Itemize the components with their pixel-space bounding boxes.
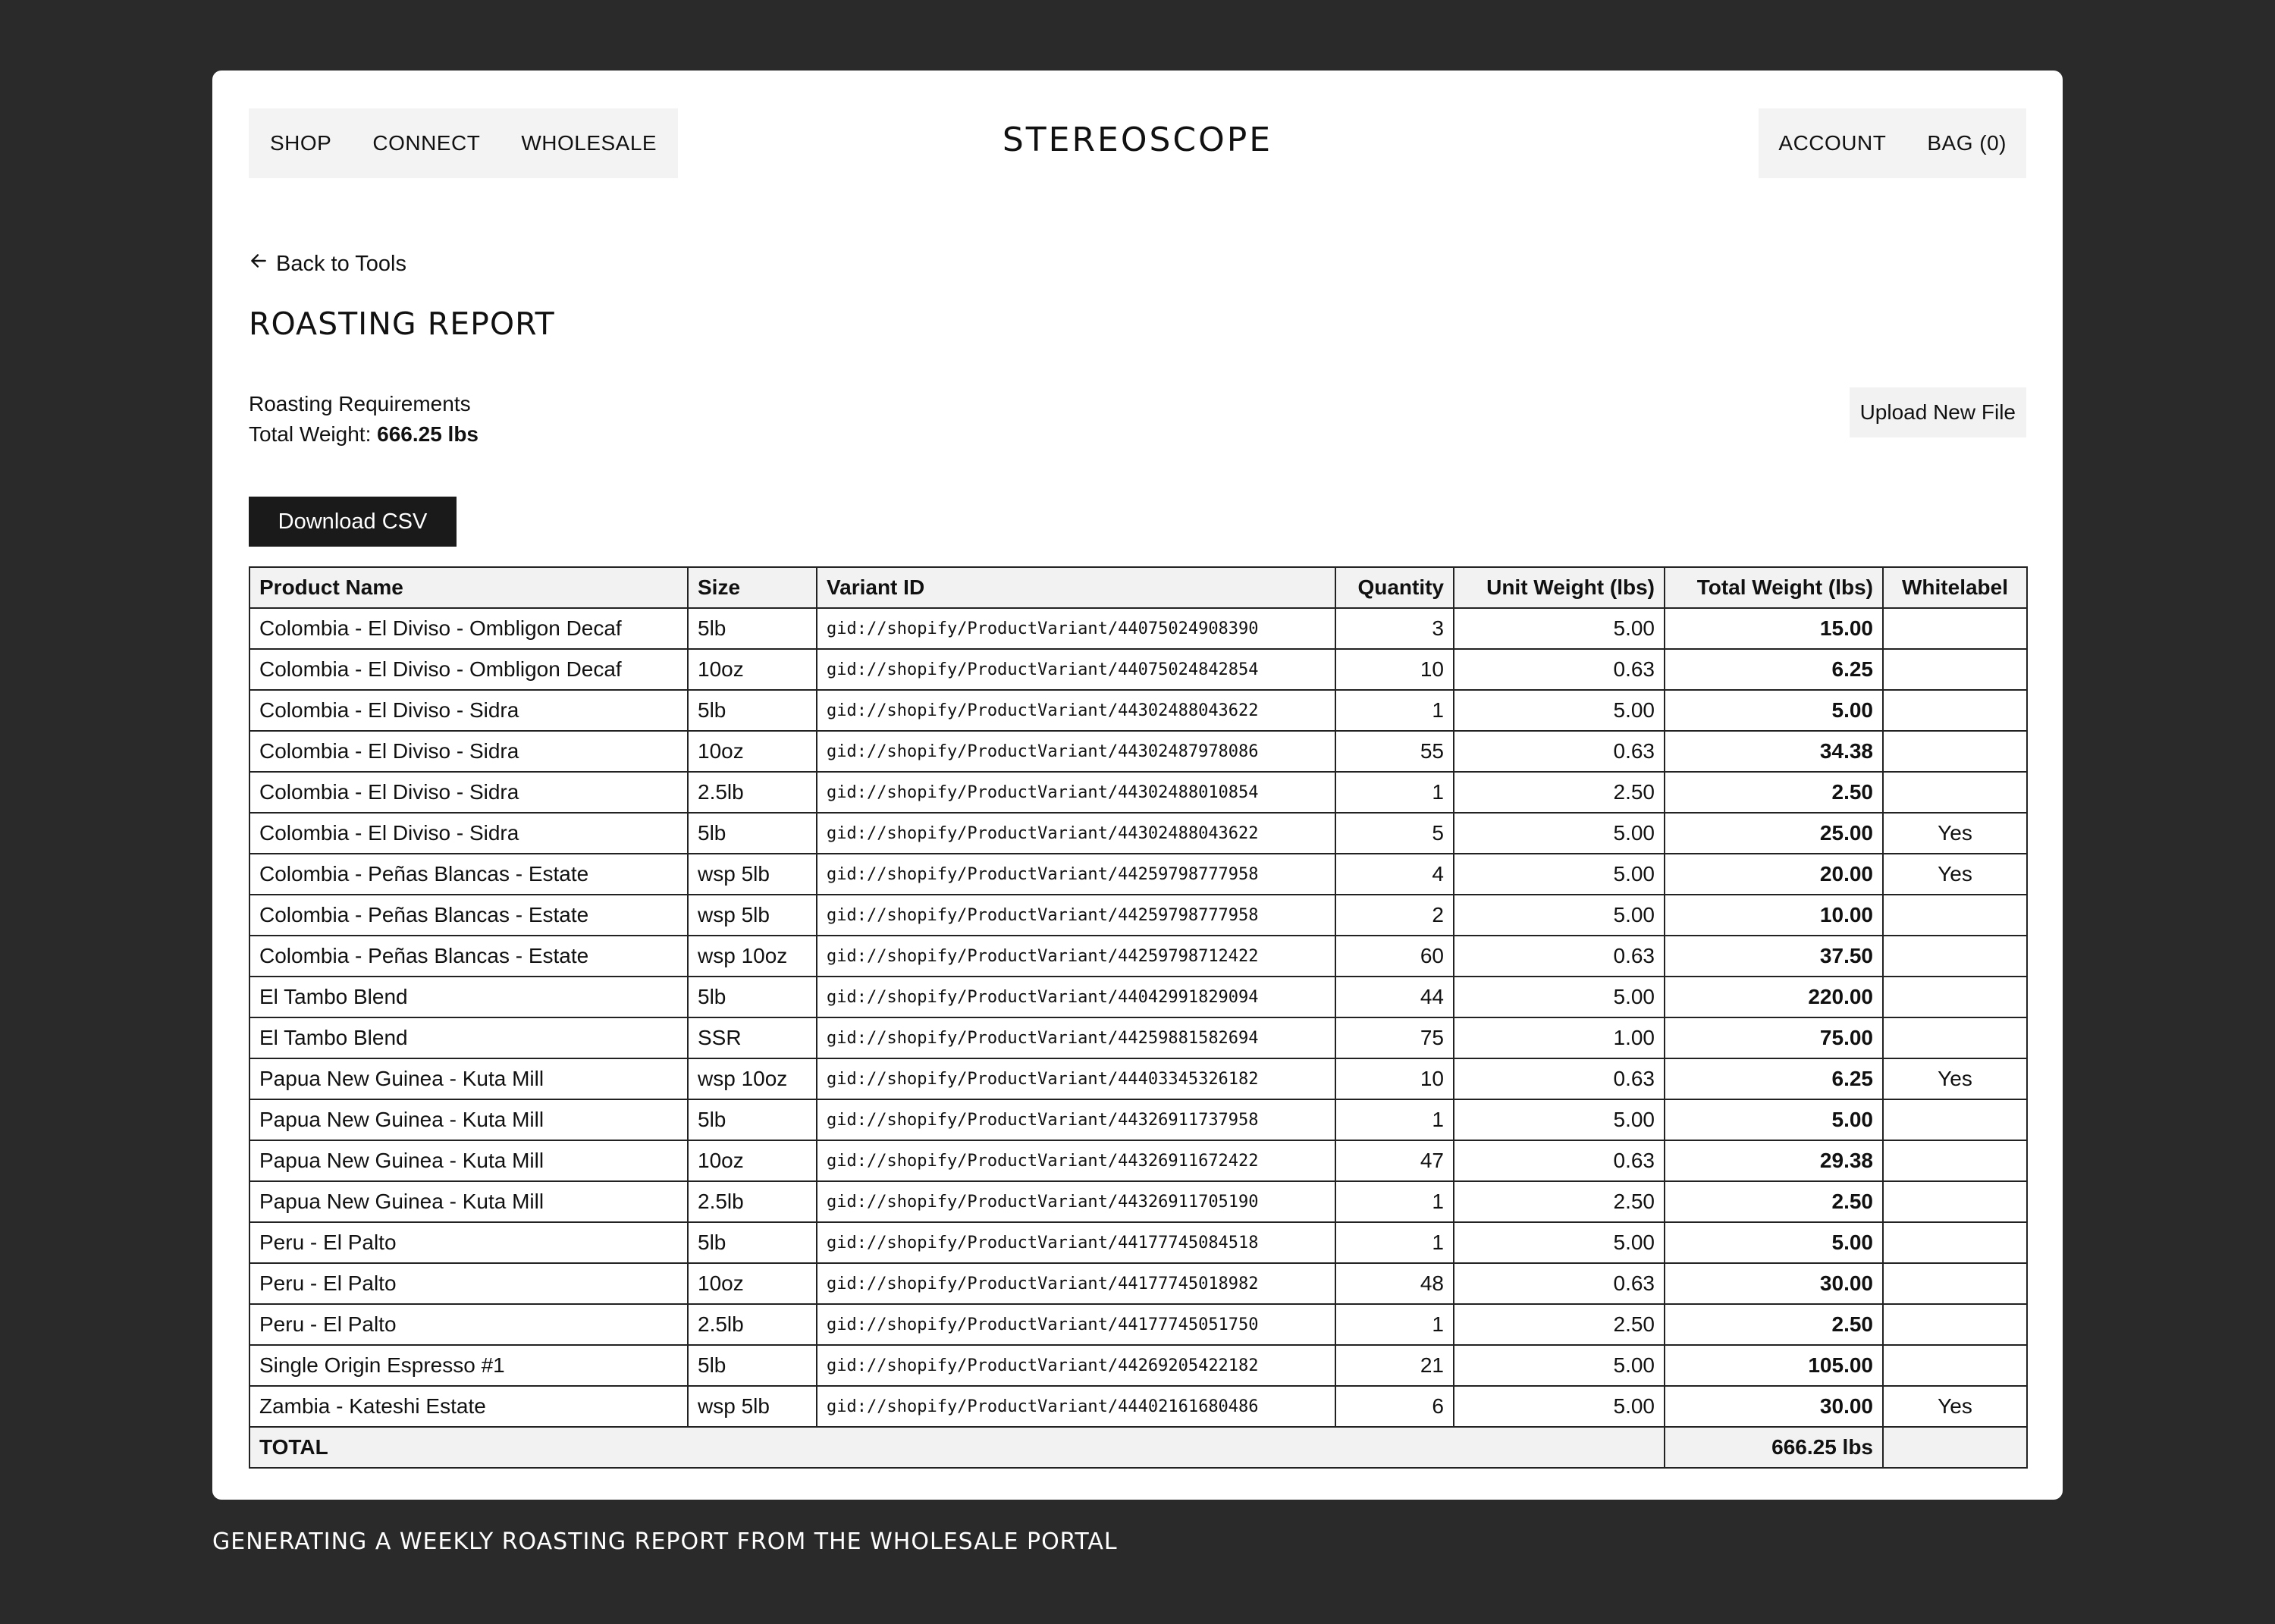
cell-quantity: 4 (1335, 854, 1454, 895)
cell-whitelabel (1883, 895, 2027, 936)
table-row (249, 1017, 2027, 1058)
cell-quantity: 1 (1335, 772, 1454, 813)
cell-variant-id: gid://shopify/ProductVariant/44326911705190 (817, 1181, 1335, 1222)
cell-total-weight: 6.25 (1665, 1058, 1883, 1099)
cell-unit-weight: 5.00 (1454, 1345, 1665, 1386)
cell-unit-weight: 2.50 (1454, 1304, 1665, 1345)
table-row (249, 813, 2027, 854)
cell-product-name: Colombia - El Diviso - Sidra (249, 813, 688, 854)
cell-product-name: Peru - El Palto (249, 1304, 688, 1345)
account-nav (1759, 108, 2026, 178)
cell-whitelabel (1883, 1099, 2027, 1140)
cell-variant-id: gid://shopify/ProductVariant/44326911737958 (817, 1099, 1335, 1140)
cell-quantity: 6 (1335, 1386, 1454, 1427)
col-product-name: Product Name (249, 567, 688, 608)
cell-total-weight: 30.00 (1665, 1263, 1883, 1304)
cell-variant-id: gid://shopify/ProductVariant/44302488043622 (817, 813, 1335, 854)
cell-total-weight: 105.00 (1665, 1345, 1883, 1386)
back-link-label: Back to Tools (276, 251, 406, 276)
cell-total-weight: 29.38 (1665, 1140, 1883, 1181)
cell-size: 10oz (688, 731, 817, 772)
table-header-row (249, 567, 2027, 608)
cell-total-weight: 6.25 (1665, 649, 1883, 690)
col-quantity: Quantity (1335, 567, 1454, 608)
cell-size: 5lb (688, 1222, 817, 1263)
cell-variant-id: gid://shopify/ProductVariant/44259798712422 (817, 936, 1335, 977)
cell-variant-id: gid://shopify/ProductVariant/44326911672422 (817, 1140, 1335, 1181)
table-row (249, 1263, 2027, 1304)
cell-product-name: Colombia - El Diviso - Sidra (249, 731, 688, 772)
cell-total-weight: 5.00 (1665, 1099, 1883, 1140)
cell-unit-weight: 0.63 (1454, 649, 1665, 690)
cell-total-weight: 30.00 (1665, 1386, 1883, 1427)
table-row (249, 1181, 2027, 1222)
cell-whitelabel (1883, 772, 2027, 813)
cell-total-weight: 34.38 (1665, 731, 1883, 772)
cell-whitelabel (1883, 690, 2027, 731)
cell-quantity: 44 (1335, 977, 1454, 1017)
cell-quantity: 1 (1335, 1304, 1454, 1345)
nav-connect-link[interactable]: CONNECT (372, 131, 481, 155)
total-whitelabel-empty (1883, 1427, 2027, 1468)
table-row (249, 1345, 2027, 1386)
cell-product-name: Papua New Guinea - Kuta Mill (249, 1058, 688, 1099)
table-body (249, 608, 2027, 1427)
cell-whitelabel (1883, 1140, 2027, 1181)
total-value: 666.25 lbs (1665, 1427, 1883, 1468)
page-title: ROASTING REPORT (249, 306, 555, 342)
cell-size: wsp 5lb (688, 895, 817, 936)
cell-size: 10oz (688, 1263, 817, 1304)
cell-whitelabel (1883, 649, 2027, 690)
cell-quantity: 1 (1335, 690, 1454, 731)
nav-bag-link[interactable]: BAG (0) (1927, 131, 2007, 155)
cell-product-name: Colombia - El Diviso - Sidra (249, 772, 688, 813)
cell-unit-weight: 5.00 (1454, 1222, 1665, 1263)
cell-total-weight: 220.00 (1665, 977, 1883, 1017)
cell-total-weight: 37.50 (1665, 936, 1883, 977)
total-weight-value: 666.25 lbs (377, 422, 479, 446)
cell-quantity: 3 (1335, 608, 1454, 649)
cell-quantity: 55 (1335, 731, 1454, 772)
back-to-tools-link[interactable] (249, 251, 406, 277)
cell-size: 5lb (688, 1345, 817, 1386)
cell-variant-id: gid://shopify/ProductVariant/44302488043622 (817, 690, 1335, 731)
cell-size: 2.5lb (688, 1181, 817, 1222)
cell-variant-id: gid://shopify/ProductVariant/44269205422182 (817, 1345, 1335, 1386)
cell-whitelabel (1883, 936, 2027, 977)
cell-variant-id: gid://shopify/ProductVariant/44259798777958 (817, 854, 1335, 895)
cell-unit-weight: 2.50 (1454, 772, 1665, 813)
cell-unit-weight: 0.63 (1454, 1140, 1665, 1181)
cell-quantity: 48 (1335, 1263, 1454, 1304)
cell-product-name: Peru - El Palto (249, 1263, 688, 1304)
col-whitelabel: Whitelabel (1883, 567, 2027, 608)
cell-total-weight: 5.00 (1665, 690, 1883, 731)
cell-quantity: 5 (1335, 813, 1454, 854)
table-row (249, 977, 2027, 1017)
cell-total-weight: 5.00 (1665, 1222, 1883, 1263)
cell-size: 2.5lb (688, 1304, 817, 1345)
cell-total-weight: 2.50 (1665, 1304, 1883, 1345)
table-row (249, 1222, 2027, 1263)
cell-total-weight: 75.00 (1665, 1017, 1883, 1058)
cell-variant-id: gid://shopify/ProductVariant/44177745051750 (817, 1304, 1335, 1345)
table-row (249, 895, 2027, 936)
cell-unit-weight: 5.00 (1454, 977, 1665, 1017)
cell-unit-weight: 0.63 (1454, 731, 1665, 772)
cell-variant-id: gid://shopify/ProductVariant/44042991829094 (817, 977, 1335, 1017)
cell-whitelabel (1883, 731, 2027, 772)
total-weight-label: Total Weight: (249, 422, 372, 446)
cell-unit-weight: 5.00 (1454, 690, 1665, 731)
cell-quantity: 1 (1335, 1222, 1454, 1263)
table-row (249, 772, 2027, 813)
cell-variant-id: gid://shopify/ProductVariant/44177745018982 (817, 1263, 1335, 1304)
table-row (249, 1386, 2027, 1427)
cell-whitelabel (1883, 1222, 2027, 1263)
cell-size: wsp 5lb (688, 854, 817, 895)
table-row (249, 936, 2027, 977)
roasting-report-table (249, 566, 2028, 1469)
requirements-label: Roasting Requirements (249, 392, 471, 415)
cell-quantity: 60 (1335, 936, 1454, 977)
cell-size: 5lb (688, 813, 817, 854)
cell-unit-weight: 0.63 (1454, 936, 1665, 977)
cell-whitelabel (1883, 608, 2027, 649)
cell-quantity: 1 (1335, 1181, 1454, 1222)
cell-size: 5lb (688, 1099, 817, 1140)
cell-size: wsp 5lb (688, 1386, 817, 1427)
roasting-requirements (249, 389, 479, 450)
cell-product-name: Single Origin Espresso #1 (249, 1345, 688, 1386)
cell-variant-id: gid://shopify/ProductVariant/44075024842854 (817, 649, 1335, 690)
cell-size: 5lb (688, 608, 817, 649)
cell-whitelabel: Yes (1883, 854, 2027, 895)
cell-size: 10oz (688, 1140, 817, 1181)
table-row (249, 690, 2027, 731)
cell-size: 2.5lb (688, 772, 817, 813)
cell-whitelabel: Yes (1883, 813, 2027, 854)
cell-product-name: Papua New Guinea - Kuta Mill (249, 1181, 688, 1222)
col-total-weight: Total Weight (lbs) (1665, 567, 1883, 608)
table-row (249, 649, 2027, 690)
table-row (249, 731, 2027, 772)
screenshot-caption: GENERATING A WEEKLY ROASTING REPORT FROM THE WHOLESALE PORTAL (212, 1528, 1118, 1555)
table-row (249, 1058, 2027, 1099)
cell-whitelabel (1883, 1263, 2027, 1304)
cell-unit-weight: 0.63 (1454, 1263, 1665, 1304)
cell-variant-id: gid://shopify/ProductVariant/44403345326182 (817, 1058, 1335, 1099)
cell-quantity: 21 (1335, 1345, 1454, 1386)
cell-size: wsp 10oz (688, 1058, 817, 1099)
cell-size: 10oz (688, 649, 817, 690)
cell-total-weight: 2.50 (1665, 772, 1883, 813)
nav-wholesale-link[interactable]: WHOLESALE (521, 131, 657, 155)
col-unit-weight: Unit Weight (lbs) (1454, 567, 1665, 608)
col-variant-id: Variant ID (817, 567, 1335, 608)
cell-variant-id: gid://shopify/ProductVariant/44402161680486 (817, 1386, 1335, 1427)
table-total-row (249, 1427, 2027, 1468)
nav-shop-link[interactable]: SHOP (270, 131, 332, 155)
cell-total-weight: 2.50 (1665, 1181, 1883, 1222)
cell-total-weight: 15.00 (1665, 608, 1883, 649)
cell-unit-weight: 5.00 (1454, 608, 1665, 649)
table-row (249, 1140, 2027, 1181)
cell-unit-weight: 5.00 (1454, 1386, 1665, 1427)
cell-whitelabel (1883, 1304, 2027, 1345)
cell-unit-weight: 5.00 (1454, 895, 1665, 936)
cell-size: wsp 10oz (688, 936, 817, 977)
cell-variant-id: gid://shopify/ProductVariant/44259881582694 (817, 1017, 1335, 1058)
col-size: Size (688, 567, 817, 608)
upload-new-file-button[interactable]: Upload New File (1850, 387, 2026, 437)
cell-total-weight: 10.00 (1665, 895, 1883, 936)
cell-variant-id: gid://shopify/ProductVariant/44302488010854 (817, 772, 1335, 813)
download-csv-button[interactable]: Download CSV (249, 497, 457, 547)
cell-unit-weight: 0.63 (1454, 1058, 1665, 1099)
cell-unit-weight: 1.00 (1454, 1017, 1665, 1058)
cell-quantity: 10 (1335, 649, 1454, 690)
cell-product-name: Colombia - Peñas Blancas - Estate (249, 854, 688, 895)
table-row (249, 854, 2027, 895)
brand-logo[interactable]: STEREOSCOPE (1002, 121, 1273, 159)
table-row (249, 608, 2027, 649)
cell-whitelabel (1883, 1181, 2027, 1222)
cell-size: 5lb (688, 977, 817, 1017)
cell-total-weight: 25.00 (1665, 813, 1883, 854)
arrow-left-icon (249, 251, 268, 277)
cell-product-name: El Tambo Blend (249, 1017, 688, 1058)
cell-product-name: Papua New Guinea - Kuta Mill (249, 1099, 688, 1140)
cell-total-weight: 20.00 (1665, 854, 1883, 895)
page-card (212, 71, 2063, 1500)
cell-quantity: 75 (1335, 1017, 1454, 1058)
cell-unit-weight: 5.00 (1454, 813, 1665, 854)
cell-quantity: 2 (1335, 895, 1454, 936)
cell-unit-weight: 5.00 (1454, 854, 1665, 895)
cell-whitelabel (1883, 1017, 2027, 1058)
total-label: TOTAL (249, 1427, 1665, 1468)
cell-whitelabel: Yes (1883, 1058, 2027, 1099)
cell-quantity: 47 (1335, 1140, 1454, 1181)
cell-quantity: 10 (1335, 1058, 1454, 1099)
cell-variant-id: gid://shopify/ProductVariant/44177745084518 (817, 1222, 1335, 1263)
cell-product-name: Colombia - Peñas Blancas - Estate (249, 936, 688, 977)
cell-variant-id: gid://shopify/ProductVariant/44075024908390 (817, 608, 1335, 649)
cell-product-name: Colombia - Peñas Blancas - Estate (249, 895, 688, 936)
cell-unit-weight: 2.50 (1454, 1181, 1665, 1222)
cell-product-name: El Tambo Blend (249, 977, 688, 1017)
cell-product-name: Zambia - Kateshi Estate (249, 1386, 688, 1427)
cell-product-name: Colombia - El Diviso - Ombligon Decaf (249, 608, 688, 649)
table-row (249, 1099, 2027, 1140)
cell-whitelabel: Yes (1883, 1386, 2027, 1427)
total-weight-summary (249, 419, 479, 450)
cell-whitelabel (1883, 1345, 2027, 1386)
table-row (249, 1304, 2027, 1345)
cell-unit-weight: 5.00 (1454, 1099, 1665, 1140)
cell-product-name: Papua New Guinea - Kuta Mill (249, 1140, 688, 1181)
cell-product-name: Colombia - El Diviso - Ombligon Decaf (249, 649, 688, 690)
cell-whitelabel (1883, 977, 2027, 1017)
nav-account-link[interactable]: ACCOUNT (1778, 131, 1887, 155)
cell-quantity: 1 (1335, 1099, 1454, 1140)
cell-product-name: Colombia - El Diviso - Sidra (249, 690, 688, 731)
cell-variant-id: gid://shopify/ProductVariant/44302487978086 (817, 731, 1335, 772)
cell-size: SSR (688, 1017, 817, 1058)
cell-variant-id: gid://shopify/ProductVariant/44259798777958 (817, 895, 1335, 936)
cell-product-name: Peru - El Palto (249, 1222, 688, 1263)
cell-size: 5lb (688, 690, 817, 731)
